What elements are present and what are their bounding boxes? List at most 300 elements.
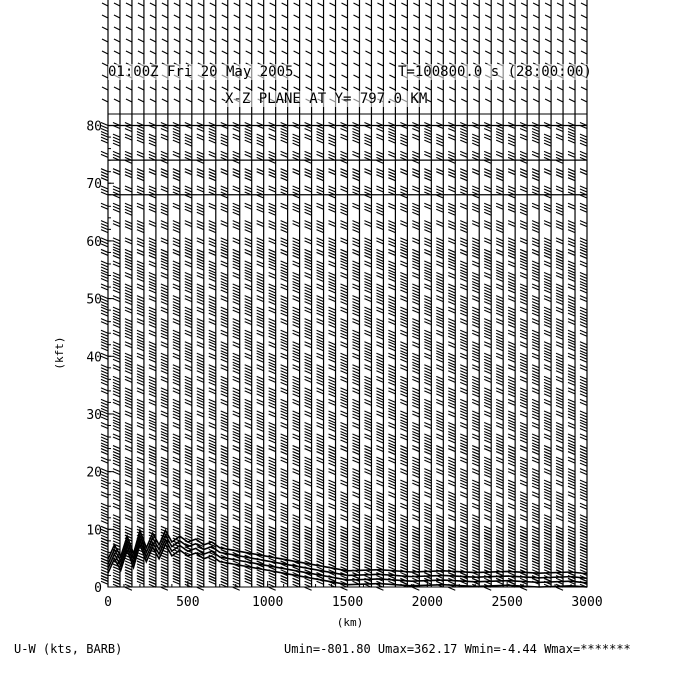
barb-flag [472,325,479,328]
barb-flag [352,422,359,425]
barb-flag [269,509,276,512]
barb-flag [329,279,336,282]
barb-flag [113,483,120,486]
barb-flag [448,475,455,478]
barb-flag [149,287,156,290]
barb-flag [484,440,491,443]
barb-flag [137,322,144,325]
barb-flag [341,238,348,241]
barb-flag [233,273,240,276]
barb-flag [532,503,539,506]
barb-flag [400,483,407,486]
barb-flag [412,437,419,440]
barb-flag [484,544,491,547]
barb-flag [317,302,324,305]
barb-flag [496,567,503,570]
barb-flag [389,63,395,66]
barb-flag [342,39,348,42]
barb-flag [509,3,515,6]
barb-flag [364,241,371,244]
barb-flag [484,319,491,322]
barb-flag [293,550,300,553]
barb-flag [352,267,359,270]
barb-flag [532,287,539,290]
barb-flag [269,209,276,212]
barb-flag [400,503,407,506]
barb-flag [472,535,479,538]
barb-flag [436,322,443,325]
barb-flag [209,227,216,230]
barb-flag [329,172,336,175]
barb-flag [233,526,240,529]
barb-flag [484,587,491,590]
barb-flag [436,437,443,440]
barb-flag [209,172,216,175]
barb-flag [484,405,491,408]
barb-flag [436,365,443,368]
barb-flag [424,302,431,305]
barb-flag [257,241,264,244]
barb-flag [245,391,252,394]
barb-flag [293,186,300,189]
barb-flag [317,549,324,552]
barb-flag [376,425,383,428]
barb-flag [484,206,491,209]
barb-flag [173,388,180,391]
barb-flag [161,463,168,466]
barb-flag [233,284,240,287]
barb-flag [472,555,479,558]
barb-flag [233,212,240,215]
barb-flag [281,137,288,140]
barb-flag [149,578,156,581]
barb-flag [412,186,419,189]
barb-flag [341,284,348,287]
barb-flag [532,509,539,512]
barb-flag [509,51,515,54]
barb-flag [389,75,395,78]
barb-flag [137,371,144,374]
barb-flag [269,267,276,270]
barb-flag [424,506,431,509]
barb-flag [173,287,180,290]
barb-flag [436,356,443,359]
barb-flag [448,526,455,529]
barb-flag [520,564,527,567]
barb-flag [101,221,108,224]
barb-flag [173,521,180,524]
barb-flag [161,310,168,313]
barb-flag [293,532,300,535]
barb-flag [484,379,491,382]
barb-flag [329,322,336,325]
barb-flag [317,313,324,316]
barb-flag [460,224,467,227]
barb-flag [424,252,431,255]
barb-flag [281,154,288,157]
barb-flag [245,495,252,498]
barb-flag [472,137,479,140]
barb-flag [460,425,467,428]
barb-flag [520,319,527,322]
barb-flag [114,27,120,30]
barb-flag [245,581,252,584]
barb-flag [400,359,407,362]
barb-flag [436,449,443,452]
barb-flag [532,434,539,437]
barb-flag [209,561,216,564]
barb-flag [412,518,419,521]
barb-flag [376,518,383,521]
barb-flag [269,154,276,157]
barb-flag [364,472,371,475]
barb-flag [352,299,359,302]
barb-flag [448,276,455,279]
barb-flag [257,172,264,175]
barb-flag [460,206,467,209]
barb-flag [424,284,431,287]
barb-flag [293,521,300,524]
barb-flag [329,151,336,154]
barb-flag [185,515,192,518]
barb-flag [400,365,407,368]
barb-flag [376,414,383,417]
barb-flag [125,353,132,356]
barb-flag [388,302,395,305]
barb-flag [221,322,228,325]
barb-flag [472,169,479,172]
barb-flag [329,518,336,521]
barb-flag [233,169,240,172]
barb-flag [293,172,300,175]
barb-flag [281,492,288,495]
barb-flag [364,544,371,547]
barb-flag [234,87,240,90]
barb-flag [472,172,479,175]
barb-flag [520,472,527,475]
barb-flag [364,287,371,290]
barb-flag [281,437,288,440]
barb-flag [185,376,192,379]
barb-flag [293,428,300,431]
barb-flag [329,203,336,206]
barb-flag [520,495,527,498]
barb-flag [400,224,407,227]
barb-flag [233,267,240,270]
barb-flag [448,538,455,541]
barb-flag [101,573,108,576]
barb-flag [221,221,228,224]
barb-flag [388,521,395,524]
barb-flag [317,449,324,452]
barb-flag [221,143,228,146]
barb-flag [209,244,216,247]
barb-flag [113,572,120,575]
barb-flag [520,186,527,189]
barb-flag [306,63,312,66]
barb-flag [185,356,192,359]
barb-flag [269,353,276,356]
barb-flag [424,371,431,374]
barb-flag [388,486,395,489]
barb-flag [388,460,395,463]
barb-flag [173,399,180,402]
barb-flag [281,345,288,348]
barb-flag [376,391,383,394]
barb-flag [233,368,240,371]
barb-flag [137,267,144,270]
barb-flag [424,547,431,550]
barb-flag [412,290,419,293]
barb-flag [197,227,204,230]
barb-flag [245,547,252,550]
barb-flag [317,414,324,417]
barb-flag [221,299,228,302]
barb-flag [221,538,228,541]
barb-flag [317,382,324,385]
barb-flag [257,325,264,328]
barb-flag [125,238,132,241]
barb-flag [221,394,228,397]
barb-flag [532,518,539,521]
barb-flag [460,417,467,420]
barb-flag [173,414,180,417]
barb-flag [269,264,276,267]
barb-flag [185,330,192,333]
barb-flag [532,544,539,547]
barb-flag [137,506,144,509]
barb-flag [257,307,264,310]
barb-flag [281,532,288,535]
barb-flag [329,452,336,455]
barb-flag [161,160,168,163]
barb-flag [270,39,276,42]
barb-flag [352,382,359,385]
barb-flag [424,492,431,495]
barb-flag [508,486,515,489]
barb-flag [412,212,419,215]
barb-flag [293,325,300,328]
barb-flag [113,480,120,483]
barb-flag [173,244,180,247]
barb-flag [209,564,216,567]
barb-flag [449,99,455,102]
barb-flag [185,154,192,157]
barb-flag [508,322,515,325]
barb-flag [424,356,431,359]
barb-flag [149,567,156,570]
barb-flag [149,264,156,267]
barb-flag [496,356,503,359]
barb-flag [484,336,491,339]
barb-flag [125,227,132,230]
barb-flag [269,336,276,339]
barb-flag [508,581,515,584]
barb-flag [101,382,108,385]
barb-flag [317,561,324,564]
barb-flag [472,394,479,397]
barb-flag [424,469,431,472]
barb-flag [305,227,312,230]
barb-flag [484,422,491,425]
barb-flag [448,287,455,290]
barb-flag [484,558,491,561]
barb-flag [365,39,371,42]
barb-flag [281,434,288,437]
barb-flag [125,506,132,509]
barb-flag [388,230,395,233]
barb-flag [460,252,467,255]
barb-flag [269,322,276,325]
barb-flag [448,402,455,405]
barb-flag [197,169,204,172]
barb-flag [496,227,503,230]
barb-flag [376,472,383,475]
barb-flag [400,330,407,333]
barb-flag [424,388,431,391]
barb-flag [472,224,479,227]
barb-flag [341,203,348,206]
barb-flag [448,336,455,339]
barb-flag [520,515,527,518]
barb-flag [209,230,216,233]
barb-flag [293,206,300,209]
barb-flag [472,552,479,555]
barb-flag [532,495,539,498]
barb-flag [185,342,192,345]
barb-flag [149,238,156,241]
barb-flag [245,417,252,420]
barb-flag [281,249,288,252]
barb-flag [508,273,515,276]
barb-flag [424,313,431,316]
barb-flag [173,249,180,252]
barb-flag [317,336,324,339]
barb-flag [161,307,168,310]
barb-flag [149,368,156,371]
barb-flag [342,15,348,18]
barb-flag [281,529,288,532]
barb-flag [317,552,324,555]
barb-flag [352,241,359,244]
barb-flag [209,178,216,181]
barb-flag [293,506,300,509]
barb-flag [508,376,515,379]
barb-flag [317,224,324,227]
barb-flag [257,313,264,316]
barb-flag [185,463,192,466]
barb-flag [376,129,383,132]
barb-flag [233,440,240,443]
barb-flag [101,449,108,452]
barb-flag [101,276,108,279]
barb-flag [269,483,276,486]
barb-flag [245,388,252,391]
barb-flag [161,498,168,501]
barb-flag [161,411,168,414]
barb-flag [341,310,348,313]
barb-flag [508,279,515,282]
barb-flag [460,287,467,290]
barb-flag [161,249,168,252]
barb-flag [520,405,527,408]
barb-flag [293,469,300,472]
barb-flag [436,391,443,394]
barb-flag [102,51,108,54]
barb-flag [293,313,300,316]
barb-flag [125,206,132,209]
barb-flag [329,552,336,555]
barb-flag [341,492,348,495]
barb-flag [101,388,108,391]
barb-flag [532,252,539,255]
barb-flag [197,394,204,397]
barb-flag [113,538,120,541]
barb-flag [149,521,156,524]
barb-flag [364,446,371,449]
barb-flag [281,244,288,247]
barb-flag [472,428,479,431]
barb-flag [101,567,108,570]
barb-flag [412,356,419,359]
barb-flag [412,241,419,244]
barb-flag [125,495,132,498]
barb-flag [101,249,108,252]
barb-flag [233,394,240,397]
barb-flag [317,457,324,460]
barb-flag [101,284,108,287]
barb-flag [424,472,431,475]
barb-flag [352,561,359,564]
barb-flag [532,440,539,443]
barb-flag [436,469,443,472]
barb-flag [281,399,288,402]
barb-flag [126,3,132,6]
barb-flag [388,538,395,541]
barb-flag [113,241,120,244]
barb-flag [352,353,359,356]
barb-flag [221,428,228,431]
barb-flag [113,252,120,255]
barb-flag [101,368,108,371]
barb-flag [352,555,359,558]
barb-flag [305,495,312,498]
barb-flag [484,564,491,567]
barb-flag [329,276,336,279]
barb-flag [472,483,479,486]
barb-flag [161,175,168,178]
barb-flag [400,307,407,310]
barb-flag [496,518,503,521]
barb-flag [508,140,515,143]
barb-flag [412,276,419,279]
barb-flag [173,169,180,172]
barb-flag [306,15,312,18]
barb-flag [197,368,204,371]
barb-flag [270,3,276,6]
barb-flag [497,3,503,6]
barb-flag [245,573,252,576]
barb-flag [233,446,240,449]
barb-flag [113,137,120,140]
barb-flag [209,302,216,305]
barb-flag [364,391,371,394]
barb-flag [210,27,216,30]
barb-flag [376,379,383,382]
barb-flag [125,581,132,584]
barb-flag [377,87,383,90]
barb-flag [388,414,395,417]
